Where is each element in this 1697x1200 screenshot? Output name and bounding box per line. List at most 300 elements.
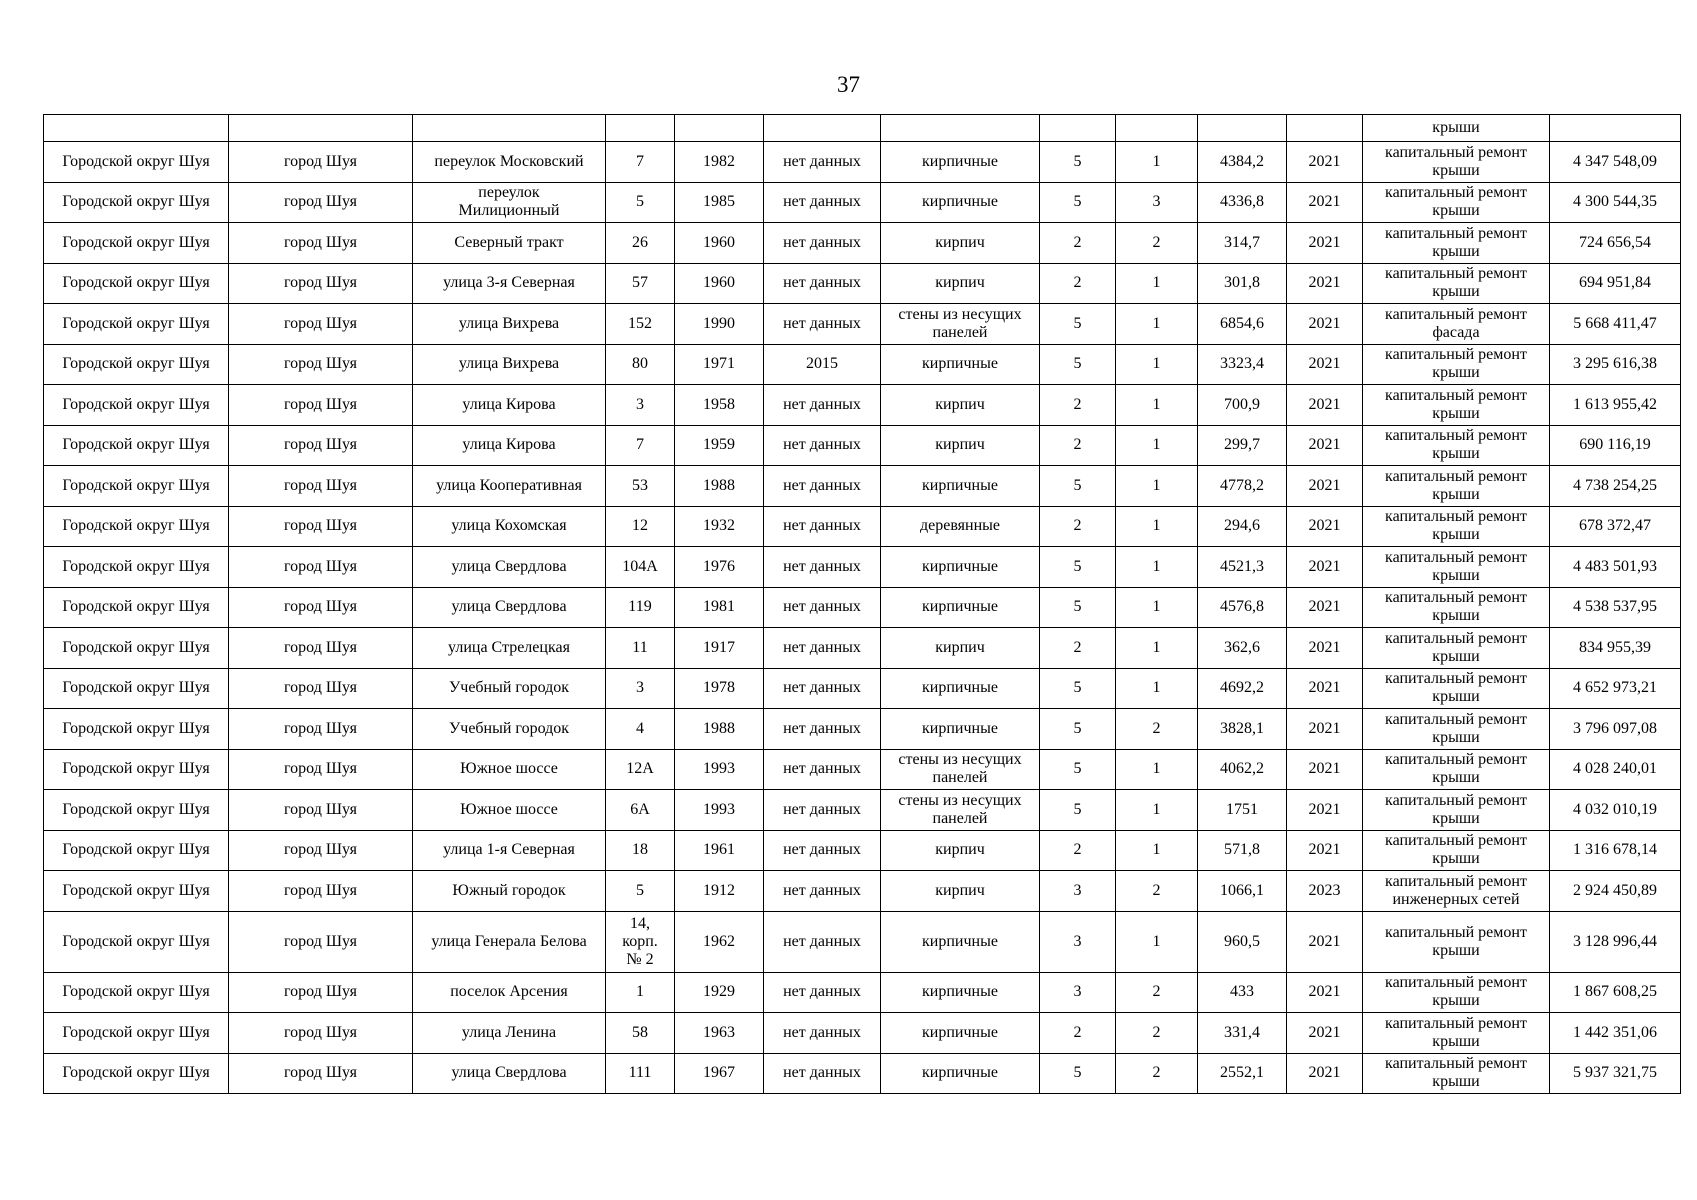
cell-entrances: 1	[1116, 506, 1198, 547]
cell-house: 58	[606, 1013, 675, 1054]
cell-street: улица Кирова	[413, 385, 606, 426]
table-row	[44, 749, 1681, 790]
cell-area: 4384,2	[1198, 142, 1287, 183]
cell-floors: 2	[1040, 425, 1116, 466]
cell-house: 104А	[606, 547, 675, 588]
cell-work-type: капитальный ремонт крыши	[1363, 223, 1550, 264]
cell-year-built: 1982	[675, 142, 764, 183]
cell-year-built: 1971	[675, 344, 764, 385]
cell-area: 6854,6	[1198, 304, 1287, 345]
cell-settlement: город Шуя	[229, 1013, 413, 1054]
cell-wall-material: кирпич	[881, 223, 1040, 264]
cell-entrances: 1	[1116, 425, 1198, 466]
cell-plan-year: 2021	[1287, 790, 1363, 831]
cell-street: улица Свердлова	[413, 1053, 606, 1094]
cell-work-type: капитальный ремонт крыши	[1363, 142, 1550, 183]
cell-work-type: капитальный ремонт крыши	[1363, 668, 1550, 709]
cell-last-repair	[764, 115, 881, 142]
cell-year-built: 1912	[675, 871, 764, 912]
cell-plan-year: 2021	[1287, 668, 1363, 709]
cell-wall-material: деревянные	[881, 506, 1040, 547]
cell-cost: 5 668 411,47	[1550, 304, 1681, 345]
cell-plan-year: 2021	[1287, 587, 1363, 628]
cell-street: поселок Арсения	[413, 972, 606, 1013]
cell-house: 119	[606, 587, 675, 628]
table-row	[44, 709, 1681, 750]
cell-last-repair: нет данных	[764, 749, 881, 790]
cell-settlement: город Шуя	[229, 385, 413, 426]
cell-area: 4576,8	[1198, 587, 1287, 628]
cell-cost: 4 738 254,25	[1550, 466, 1681, 507]
cell-entrances: 1	[1116, 263, 1198, 304]
table-row	[44, 628, 1681, 669]
cell-wall-material: кирпичные	[881, 142, 1040, 183]
cell-work-type: капитальный ремонт крыши	[1363, 709, 1550, 750]
table-row	[44, 972, 1681, 1013]
cell-house: 57	[606, 263, 675, 304]
cell-entrances: 2	[1116, 223, 1198, 264]
cell-entrances: 1	[1116, 547, 1198, 588]
cell-wall-material: кирпич	[881, 385, 1040, 426]
cell-street: улица Свердлова	[413, 547, 606, 588]
cell-last-repair: нет данных	[764, 506, 881, 547]
cell-year-built	[675, 115, 764, 142]
cell-street: улица Вихрева	[413, 344, 606, 385]
cell-entrances	[1116, 115, 1198, 142]
cell-cost: 4 032 010,19	[1550, 790, 1681, 831]
cell-cost: 4 347 548,09	[1550, 142, 1681, 183]
cell-street: улица Кохомская	[413, 506, 606, 547]
cell-entrances: 1	[1116, 628, 1198, 669]
cell-municipality: Городской округ Шуя	[44, 830, 229, 871]
table-row	[44, 466, 1681, 507]
cell-municipality: Городской округ Шуя	[44, 466, 229, 507]
cell-entrances: 1	[1116, 142, 1198, 183]
cell-last-repair: нет данных	[764, 709, 881, 750]
cell-house: 111	[606, 1053, 675, 1094]
cell-area: 362,6	[1198, 628, 1287, 669]
cell-area	[1198, 115, 1287, 142]
cell-cost: 5 937 321,75	[1550, 1053, 1681, 1094]
cell-street: улица Вихрева	[413, 304, 606, 345]
table-row	[44, 506, 1681, 547]
cell-municipality: Городской округ Шуя	[44, 385, 229, 426]
table-row	[44, 790, 1681, 831]
cell-plan-year	[1287, 115, 1363, 142]
cell-entrances: 1	[1116, 385, 1198, 426]
cell-floors: 5	[1040, 182, 1116, 223]
cell-work-type: капитальный ремонт крыши	[1363, 263, 1550, 304]
cell-entrances: 1	[1116, 911, 1198, 972]
cell-municipality: Городской округ Шуя	[44, 182, 229, 223]
cell-floors: 5	[1040, 344, 1116, 385]
cell-plan-year: 2021	[1287, 425, 1363, 466]
cell-plan-year: 2023	[1287, 871, 1363, 912]
cell-municipality: Городской округ Шуя	[44, 1013, 229, 1054]
cell-year-built: 1967	[675, 1053, 764, 1094]
cell-entrances: 2	[1116, 1013, 1198, 1054]
cell-entrances: 1	[1116, 790, 1198, 831]
table-row	[44, 668, 1681, 709]
cell-last-repair: нет данных	[764, 385, 881, 426]
cell-settlement: город Шуя	[229, 142, 413, 183]
cell-house: 152	[606, 304, 675, 345]
cell-year-built: 1978	[675, 668, 764, 709]
cell-wall-material: стены из несущих панелей	[881, 304, 1040, 345]
cell-floors: 3	[1040, 911, 1116, 972]
cell-wall-material: кирпичные	[881, 547, 1040, 588]
cell-settlement: город Шуя	[229, 790, 413, 831]
cell-entrances: 3	[1116, 182, 1198, 223]
cell-entrances: 1	[1116, 830, 1198, 871]
table-row	[44, 304, 1681, 345]
cell-street: улица Ленина	[413, 1013, 606, 1054]
cell-plan-year: 2021	[1287, 547, 1363, 588]
cell-year-built: 1959	[675, 425, 764, 466]
cell-street: улица 1-я Северная	[413, 830, 606, 871]
cell-municipality: Городской округ Шуя	[44, 749, 229, 790]
cell-wall-material: кирпич	[881, 830, 1040, 871]
table-row	[44, 547, 1681, 588]
cell-entrances: 1	[1116, 587, 1198, 628]
cell-municipality: Городской округ Шуя	[44, 709, 229, 750]
cell-wall-material: кирпичные	[881, 1053, 1040, 1094]
table-row	[44, 1013, 1681, 1054]
cell-work-type: капитальный ремонт крыши	[1363, 506, 1550, 547]
cell-work-type: капитальный ремонт крыши	[1363, 830, 1550, 871]
cell-municipality: Городской округ Шуя	[44, 425, 229, 466]
cell-last-repair: нет данных	[764, 668, 881, 709]
cell-year-built: 1929	[675, 972, 764, 1013]
cell-municipality: Городской округ Шуя	[44, 587, 229, 628]
cell-year-built: 1993	[675, 790, 764, 831]
cell-settlement: город Шуя	[229, 911, 413, 972]
cell-house: 14, корп. № 2	[606, 911, 675, 972]
cell-floors: 3	[1040, 972, 1116, 1013]
cell-floors: 2	[1040, 830, 1116, 871]
cell-settlement: город Шуя	[229, 830, 413, 871]
cell-street: переулок Московский	[413, 142, 606, 183]
cell-last-repair: нет данных	[764, 871, 881, 912]
cell-municipality: Городской округ Шуя	[44, 263, 229, 304]
cell-plan-year: 2021	[1287, 1053, 1363, 1094]
cell-floors: 5	[1040, 1053, 1116, 1094]
cell-cost: 1 613 955,42	[1550, 385, 1681, 426]
cell-settlement: город Шуя	[229, 223, 413, 264]
cell-cost: 724 656,54	[1550, 223, 1681, 264]
cell-wall-material: кирпичные	[881, 1013, 1040, 1054]
cell-area: 3828,1	[1198, 709, 1287, 750]
cell-floors: 2	[1040, 1013, 1116, 1054]
cell-floors: 5	[1040, 749, 1116, 790]
cell-street: Учебный городок	[413, 668, 606, 709]
cell-year-built: 1917	[675, 628, 764, 669]
cell-plan-year: 2021	[1287, 263, 1363, 304]
cell-municipality: Городской округ Шуя	[44, 668, 229, 709]
cell-house: 18	[606, 830, 675, 871]
cell-house: 7	[606, 425, 675, 466]
cell-entrances: 1	[1116, 304, 1198, 345]
table-row	[44, 344, 1681, 385]
repair-registry-table	[43, 114, 1681, 1094]
cell-floors: 5	[1040, 466, 1116, 507]
cell-floors: 2	[1040, 628, 1116, 669]
cell-last-repair: нет данных	[764, 182, 881, 223]
cell-area: 4336,8	[1198, 182, 1287, 223]
cell-work-type: капитальный ремонт крыши	[1363, 385, 1550, 426]
cell-wall-material: кирпич	[881, 263, 1040, 304]
cell-floors: 5	[1040, 547, 1116, 588]
cell-house: 3	[606, 385, 675, 426]
cell-year-built: 1958	[675, 385, 764, 426]
cell-work-type: капитальный ремонт инженерных сетей	[1363, 871, 1550, 912]
cell-work-type: капитальный ремонт крыши	[1363, 1013, 1550, 1054]
cell-street: улица Свердлова	[413, 587, 606, 628]
cell-wall-material: кирпичные	[881, 344, 1040, 385]
cell-work-type: капитальный ремонт фасада	[1363, 304, 1550, 345]
cell-cost: 4 652 973,21	[1550, 668, 1681, 709]
cell-floors: 5	[1040, 142, 1116, 183]
cell-floors: 5	[1040, 668, 1116, 709]
cell-street: улица Кирова	[413, 425, 606, 466]
cell-street: переулок Милиционный	[413, 182, 606, 223]
cell-last-repair: нет данных	[764, 547, 881, 588]
cell-area: 4521,3	[1198, 547, 1287, 588]
cell-municipality: Городской округ Шуя	[44, 790, 229, 831]
cell-street: улица 3-я Северная	[413, 263, 606, 304]
cell-wall-material: кирпич	[881, 425, 1040, 466]
cell-area: 960,5	[1198, 911, 1287, 972]
cell-settlement: город Шуя	[229, 587, 413, 628]
cell-municipality: Городской округ Шуя	[44, 871, 229, 912]
cell-wall-material: кирпичные	[881, 668, 1040, 709]
cell-cost: 2 924 450,89	[1550, 871, 1681, 912]
cell-floors: 2	[1040, 385, 1116, 426]
cell-work-type: капитальный ремонт крыши	[1363, 344, 1550, 385]
cell-year-built: 1988	[675, 466, 764, 507]
cell-wall-material: кирпичные	[881, 182, 1040, 223]
cell-settlement: город Шуя	[229, 749, 413, 790]
cell-area: 4692,2	[1198, 668, 1287, 709]
cell-cost: 3 128 996,44	[1550, 911, 1681, 972]
cell-house: 12А	[606, 749, 675, 790]
cell-house: 7	[606, 142, 675, 183]
cell-last-repair: нет данных	[764, 587, 881, 628]
cell-municipality: Городской округ Шуя	[44, 1053, 229, 1094]
cell-settlement: город Шуя	[229, 344, 413, 385]
cell-entrances: 2	[1116, 1053, 1198, 1094]
cell-cost: 1 316 678,14	[1550, 830, 1681, 871]
table-row	[44, 182, 1681, 223]
cell-floors: 3	[1040, 871, 1116, 912]
table-row	[44, 223, 1681, 264]
cell-work-type: капитальный ремонт крыши	[1363, 587, 1550, 628]
cell-year-built: 1990	[675, 304, 764, 345]
cell-year-built: 1993	[675, 749, 764, 790]
cell-municipality: Городской округ Шуя	[44, 547, 229, 588]
cell-cost: 4 483 501,93	[1550, 547, 1681, 588]
cell-entrances: 2	[1116, 972, 1198, 1013]
table-row	[44, 871, 1681, 912]
cell-street: Южное шоссе	[413, 790, 606, 831]
cell-house: 6А	[606, 790, 675, 831]
cell-wall-material: кирпич	[881, 628, 1040, 669]
cell-area: 3323,4	[1198, 344, 1287, 385]
cell-year-built: 1976	[675, 547, 764, 588]
cell-work-type: капитальный ремонт крыши	[1363, 466, 1550, 507]
cell-municipality: Городской округ Шуя	[44, 972, 229, 1013]
cell-house: 5	[606, 182, 675, 223]
cell-work-type: капитальный ремонт крыши	[1363, 182, 1550, 223]
cell-area: 4062,2	[1198, 749, 1287, 790]
cell-street: улица Кооперативная	[413, 466, 606, 507]
table-row	[44, 142, 1681, 183]
cell-area: 571,8	[1198, 830, 1287, 871]
cell-settlement: город Шуя	[229, 709, 413, 750]
cell-plan-year: 2021	[1287, 628, 1363, 669]
cell-wall-material: стены из несущих панелей	[881, 790, 1040, 831]
cell-floors: 2	[1040, 223, 1116, 264]
cell-municipality	[44, 115, 229, 142]
cell-last-repair: нет данных	[764, 1053, 881, 1094]
cell-area: 294,6	[1198, 506, 1287, 547]
cell-year-built: 1932	[675, 506, 764, 547]
cell-settlement: город Шуя	[229, 871, 413, 912]
cell-cost: 834 955,39	[1550, 628, 1681, 669]
cell-municipality: Городской округ Шуя	[44, 506, 229, 547]
cell-area: 2552,1	[1198, 1053, 1287, 1094]
cell-plan-year: 2021	[1287, 182, 1363, 223]
cell-street: улица Генерала Белова	[413, 911, 606, 972]
table-row	[44, 385, 1681, 426]
table-row	[44, 263, 1681, 304]
cell-last-repair: нет данных	[764, 972, 881, 1013]
cell-house: 5	[606, 871, 675, 912]
cell-floors	[1040, 115, 1116, 142]
cell-street	[413, 115, 606, 142]
cell-area: 314,7	[1198, 223, 1287, 264]
cell-settlement: город Шуя	[229, 628, 413, 669]
cell-house: 26	[606, 223, 675, 264]
cell-cost: 4 300 544,35	[1550, 182, 1681, 223]
cell-year-built: 1981	[675, 587, 764, 628]
cell-cost: 3 796 097,08	[1550, 709, 1681, 750]
table-row	[44, 911, 1681, 972]
cell-work-type: капитальный ремонт крыши	[1363, 790, 1550, 831]
cell-year-built: 1961	[675, 830, 764, 871]
cell-work-type: капитальный ремонт крыши	[1363, 972, 1550, 1013]
cell-last-repair: нет данных	[764, 1013, 881, 1054]
cell-plan-year: 2021	[1287, 709, 1363, 750]
cell-street: Южное шоссе	[413, 749, 606, 790]
cell-wall-material: кирпичные	[881, 709, 1040, 750]
cell-settlement	[229, 115, 413, 142]
continuation-row	[44, 115, 1681, 142]
cell-plan-year: 2021	[1287, 972, 1363, 1013]
cell-street: Северный тракт	[413, 223, 606, 264]
cell-work-type: капитальный ремонт крыши	[1363, 911, 1550, 972]
cell-plan-year: 2021	[1287, 466, 1363, 507]
cell-last-repair: нет данных	[764, 263, 881, 304]
cell-house: 80	[606, 344, 675, 385]
cell-cost: 1 867 608,25	[1550, 972, 1681, 1013]
cell-area: 331,4	[1198, 1013, 1287, 1054]
cell-municipality: Городской округ Шуя	[44, 911, 229, 972]
table-row	[44, 587, 1681, 628]
cell-last-repair: нет данных	[764, 142, 881, 183]
cell-entrances: 2	[1116, 709, 1198, 750]
cell-last-repair: 2015	[764, 344, 881, 385]
cell-plan-year: 2021	[1287, 749, 1363, 790]
cell-cost: 694 951,84	[1550, 263, 1681, 304]
cell-house: 3	[606, 668, 675, 709]
cell-settlement: город Шуя	[229, 182, 413, 223]
cell-street: Учебный городок	[413, 709, 606, 750]
cell-house	[606, 115, 675, 142]
cell-area: 301,8	[1198, 263, 1287, 304]
table-row	[44, 830, 1681, 871]
cell-work-type: капитальный ремонт крыши	[1363, 1053, 1550, 1094]
cell-last-repair: нет данных	[764, 790, 881, 831]
cell-floors: 5	[1040, 790, 1116, 831]
cell-year-built: 1960	[675, 263, 764, 304]
cell-area: 433	[1198, 972, 1287, 1013]
cell-house: 11	[606, 628, 675, 669]
cell-settlement: город Шуя	[229, 668, 413, 709]
cell-settlement: город Шуя	[229, 466, 413, 507]
cell-plan-year: 2021	[1287, 223, 1363, 264]
cell-work-type: капитальный ремонт крыши	[1363, 628, 1550, 669]
cell-last-repair: нет данных	[764, 223, 881, 264]
cell-settlement: город Шуя	[229, 425, 413, 466]
cell-municipality: Городской округ Шуя	[44, 628, 229, 669]
cell-plan-year: 2021	[1287, 1013, 1363, 1054]
cell-street: улица Стрелецкая	[413, 628, 606, 669]
cell-last-repair: нет данных	[764, 304, 881, 345]
cell-plan-year: 2021	[1287, 304, 1363, 345]
cell-cost: 4 538 537,95	[1550, 587, 1681, 628]
cell-work-type: капитальный ремонт крыши	[1363, 749, 1550, 790]
cell-municipality: Городской округ Шуя	[44, 223, 229, 264]
cell-cost: 3 295 616,38	[1550, 344, 1681, 385]
cell-last-repair: нет данных	[764, 628, 881, 669]
cell-cost: 4 028 240,01	[1550, 749, 1681, 790]
cell-cost: 690 116,19	[1550, 425, 1681, 466]
cell-house: 12	[606, 506, 675, 547]
cell-year-built: 1962	[675, 911, 764, 972]
cell-house: 53	[606, 466, 675, 507]
cell-municipality: Городской округ Шуя	[44, 344, 229, 385]
cell-plan-year: 2021	[1287, 911, 1363, 972]
cell-wall-material: кирпичные	[881, 972, 1040, 1013]
cell-street: Южный городок	[413, 871, 606, 912]
cell-plan-year: 2021	[1287, 830, 1363, 871]
cell-settlement: город Шуя	[229, 506, 413, 547]
cell-entrances: 1	[1116, 749, 1198, 790]
cell-cost	[1550, 115, 1681, 142]
cell-municipality: Городской округ Шуя	[44, 304, 229, 345]
cell-cost: 678 372,47	[1550, 506, 1681, 547]
cell-entrances: 1	[1116, 466, 1198, 507]
cell-entrances: 2	[1116, 871, 1198, 912]
cell-floors: 5	[1040, 709, 1116, 750]
cell-work-type: крыши	[1363, 115, 1550, 142]
cell-last-repair: нет данных	[764, 911, 881, 972]
cell-plan-year: 2021	[1287, 385, 1363, 426]
cell-year-built: 1988	[675, 709, 764, 750]
cell-wall-material: кирпич	[881, 871, 1040, 912]
cell-cost: 1 442 351,06	[1550, 1013, 1681, 1054]
